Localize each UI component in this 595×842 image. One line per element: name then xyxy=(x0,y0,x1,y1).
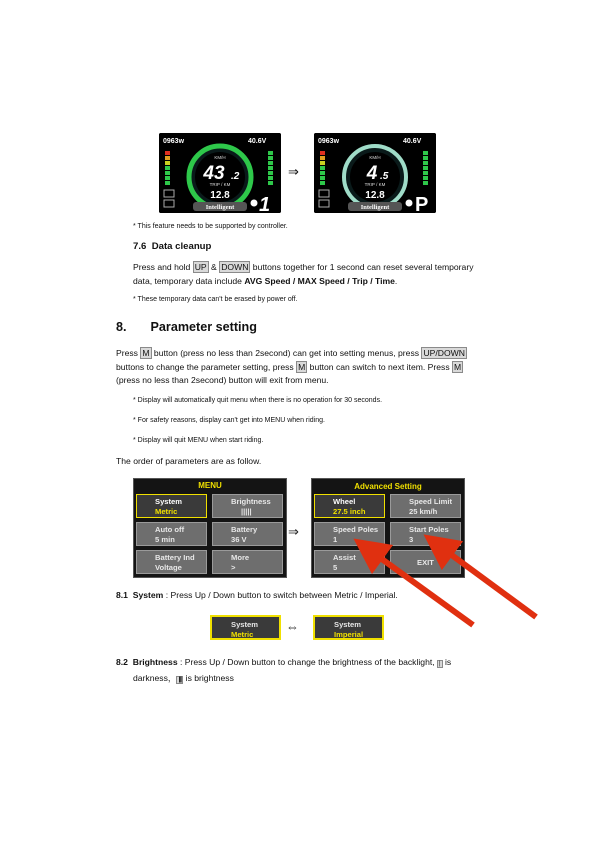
svg-text:TRIP / KM: TRIP / KM xyxy=(209,182,231,187)
voltage-readout: 40.6V xyxy=(248,138,267,145)
updown-key-label: UP/DOWN xyxy=(423,348,465,358)
arrow-to-start-poles-icon xyxy=(438,545,536,617)
m-key-label: M xyxy=(142,348,150,358)
up-key-label: UP xyxy=(194,262,207,272)
auto-quit-note: * Display will automatically quit menu when there is no operation for 30 seconds. xyxy=(133,397,383,404)
temporary-data-note: * These temporary data can't be erased by power off. xyxy=(133,296,298,303)
toggle-double-arrow-icon: ⇔ xyxy=(286,619,299,634)
power-readout: 0963w xyxy=(318,138,340,145)
svg-text:.5: .5 xyxy=(380,171,389,182)
section-8-paragraph: Press M button (press no less than 2second) can get into setting menus, press UP/DOWN buttons to change the parameter setting, press M button can switch to next item. Press M (press no less than 2second) button will exit from menu. xyxy=(116,348,465,385)
svg-text:TRIP / KM: TRIP / KM xyxy=(364,182,386,187)
mode-label: Intelligent xyxy=(360,204,390,211)
svg-text:KM/H: KM/H xyxy=(369,155,381,160)
system-imperial-tile: System Imperial xyxy=(313,615,384,640)
voltage-readout: 40.6V xyxy=(403,138,422,145)
menu-item-battery-ind[interactable]: Battery Ind Voltage xyxy=(136,550,207,574)
advanced-item-exit[interactable]: EXIT xyxy=(390,550,461,574)
advanced-item-assist[interactable]: Assist 5 xyxy=(314,550,385,574)
quit-riding-note: * Display will quit MENU when start riding. xyxy=(133,437,264,444)
down-key-label: DOWN xyxy=(221,262,249,272)
dark-level-glyph: | xyxy=(439,661,441,667)
menu-item-more[interactable]: More > xyxy=(212,550,283,574)
order-text: The order of parameters are as follow. xyxy=(116,456,262,466)
advanced-item-wheel[interactable]: Wheel 27.5 inch xyxy=(314,494,385,518)
section-8-heading: 8. Parameter setting xyxy=(116,320,257,334)
trip-value: 12.8 xyxy=(365,190,385,201)
speed-value: 4 xyxy=(366,163,378,184)
svg-text:.2: .2 xyxy=(231,171,240,182)
section-7-6-heading: 7.6 Data cleanup xyxy=(133,241,212,252)
menu-to-advanced-arrow-icon: ⇒ xyxy=(288,524,299,539)
mode-label: Intelligent xyxy=(205,204,235,211)
safety-note: * For safety reasons, display can't get into MENU when riding. xyxy=(133,417,325,424)
menu-item-brightness[interactable]: Brightness ||||| xyxy=(212,494,283,518)
svg-text:KM/H: KM/H xyxy=(214,155,226,160)
advanced-item-start-poles[interactable]: Start Poles 3 xyxy=(390,522,461,546)
section-8-1-line: 8.1 System : Press Up / Down button to switch between Metric / Imperial. xyxy=(116,590,398,600)
bright-level-glyph: ||||| xyxy=(178,676,182,683)
gear-level: P xyxy=(415,194,429,213)
menu-title: MENU xyxy=(198,481,222,490)
section-7-6-paragraph: Press and hold UP & DOWN buttons together for 1 second can reset several temporary data, temporary data include AVG Speed / MAX Speed / Trip / Time. xyxy=(133,262,474,286)
feature-note: * This feature needs to be supported by controller. xyxy=(133,223,288,230)
advanced-item-speed-poles[interactable]: Speed Poles 1 xyxy=(314,522,385,546)
gear-level: 1 xyxy=(259,194,271,213)
advanced-setting-title: Advanced Setting xyxy=(354,482,422,491)
menu-item-battery[interactable]: Battery 36 V xyxy=(212,522,283,546)
trip-value: 12.8 xyxy=(210,190,230,201)
power-readout: 0963w xyxy=(163,138,185,145)
section-8-2-paragraph: 8.2 Brightness : Press Up / Down button to change the brightness of the backlight, | is darkness， ||||| is brightness xyxy=(116,657,452,683)
speed-value: 43 xyxy=(203,163,225,184)
menu-item-auto-off[interactable]: Auto off 5 min xyxy=(136,522,207,546)
advanced-item-speed-limit[interactable]: Speed Limit 25 km/h xyxy=(390,494,461,518)
transition-arrow-icon: ⇒ xyxy=(288,164,299,179)
system-metric-tile: System Metric xyxy=(210,615,281,640)
menu-item-system[interactable]: System Metric xyxy=(136,494,207,518)
